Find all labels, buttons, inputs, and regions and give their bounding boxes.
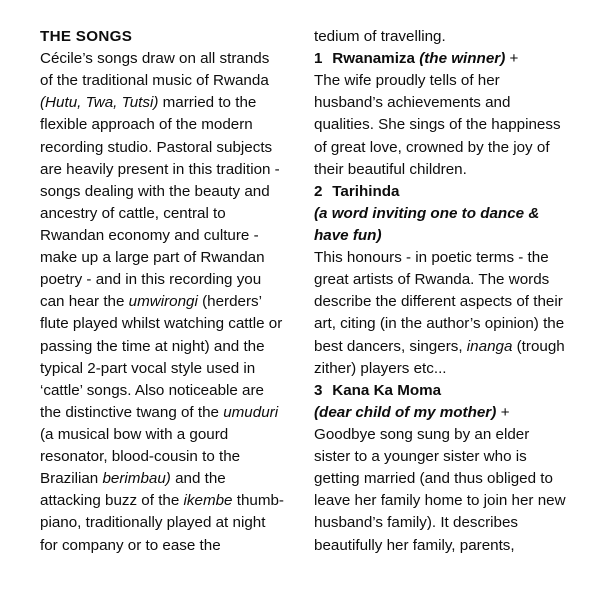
track-1-number: 1 bbox=[314, 50, 323, 68]
left-body-text-run-4: (herders’ flute played whilst watching cattle or passing the time at night) and the typical 2-part vocal style used in ‘cattle’ songs. Also noticeable are the distinctive twang of the bbox=[40, 293, 283, 421]
track-3-body: Goodbye song sung by an elder sister to a younger sister who is getting married (and thus obliged to leave her family home to join her new husband’s family). It describes beautifully her family, parents, bbox=[314, 425, 566, 554]
right-column bbox=[314, 26, 566, 590]
left-column bbox=[40, 26, 286, 590]
track-3-plus: + bbox=[500, 403, 510, 421]
track-1-body: The wife proudly tells of her husband’s achievements and qualities. She sings of the happiness of great love, crowned by the joy of their beautiful children. bbox=[314, 72, 561, 178]
section-heading: THE SONGS bbox=[40, 28, 133, 45]
track-3-title: Kana Ka Moma bbox=[332, 381, 442, 399]
track-2-heading bbox=[314, 181, 566, 203]
track-1-title: Rwanamiza bbox=[332, 50, 415, 68]
track-2-body-text-run-0: This honours - in poetic terms - the great artists of Rwanda. The words describe the different aspects of their art, citing (in the author’s opinion) the best dancers, singers, bbox=[314, 249, 565, 355]
left-body-text-run-2: married to the flexible approach of the modern recording studio. Pastoral subjects are heavily present in this tradition - songs dealing with the beauty and ancestry of cattle, central to Rwandan economy and culture - make up a large part of Rwandan poetry - and in this recording you can hear the bbox=[40, 94, 280, 311]
track-3-number: 3 bbox=[314, 381, 323, 399]
left-body-text-run-9: ikembe bbox=[183, 492, 233, 510]
track-2-body bbox=[314, 247, 566, 380]
track-2-title: Tarihinda bbox=[332, 182, 400, 200]
left-body-text-run-0: Cécile’s songs draw on all strands of the traditional music of Rwanda bbox=[40, 50, 270, 90]
left-column-body bbox=[40, 48, 286, 557]
track-entry-1 bbox=[314, 48, 566, 181]
left-body-text-run-1: (Hutu, Twa, Tutsi) bbox=[40, 94, 159, 112]
track-1-subtitle: (the winner) bbox=[419, 50, 506, 68]
continuation-text: tedium of travelling. bbox=[314, 28, 446, 45]
track-entry-3 bbox=[314, 380, 566, 557]
track-3-subtitle-line bbox=[314, 402, 566, 424]
left-body-text bbox=[40, 50, 284, 553]
track-2-body-text-run-1: inanga bbox=[466, 337, 513, 355]
left-body-text-run-6: (a musical bow with a gourd resonator, blood-cousin to the Brazilian bbox=[40, 425, 241, 488]
track-3-heading bbox=[314, 380, 566, 402]
track-2-subtitle: (a word inviting one to dance & have fun) bbox=[314, 204, 540, 244]
left-body-text-run-5: umuduri bbox=[223, 403, 279, 421]
track-2-body-text bbox=[314, 249, 565, 377]
left-body-text-run-10: thumb-piano, traditionally played at night for company or to ease the bbox=[40, 492, 284, 554]
track-1-heading bbox=[314, 48, 566, 70]
track-entry-2 bbox=[314, 181, 566, 380]
left-body-text-run-7: berimbau) bbox=[102, 470, 171, 488]
track-1-plus: + bbox=[509, 50, 519, 68]
track-2-body-text-run-2: (trough zither) players etc... bbox=[314, 337, 565, 377]
track-2-number: 2 bbox=[314, 182, 323, 200]
left-body-text-run-3: umwirongi bbox=[128, 293, 198, 311]
left-body-text-run-8: and the attacking buzz of the bbox=[40, 470, 226, 510]
track-3-subtitle: (dear child of my mother) bbox=[314, 403, 497, 421]
